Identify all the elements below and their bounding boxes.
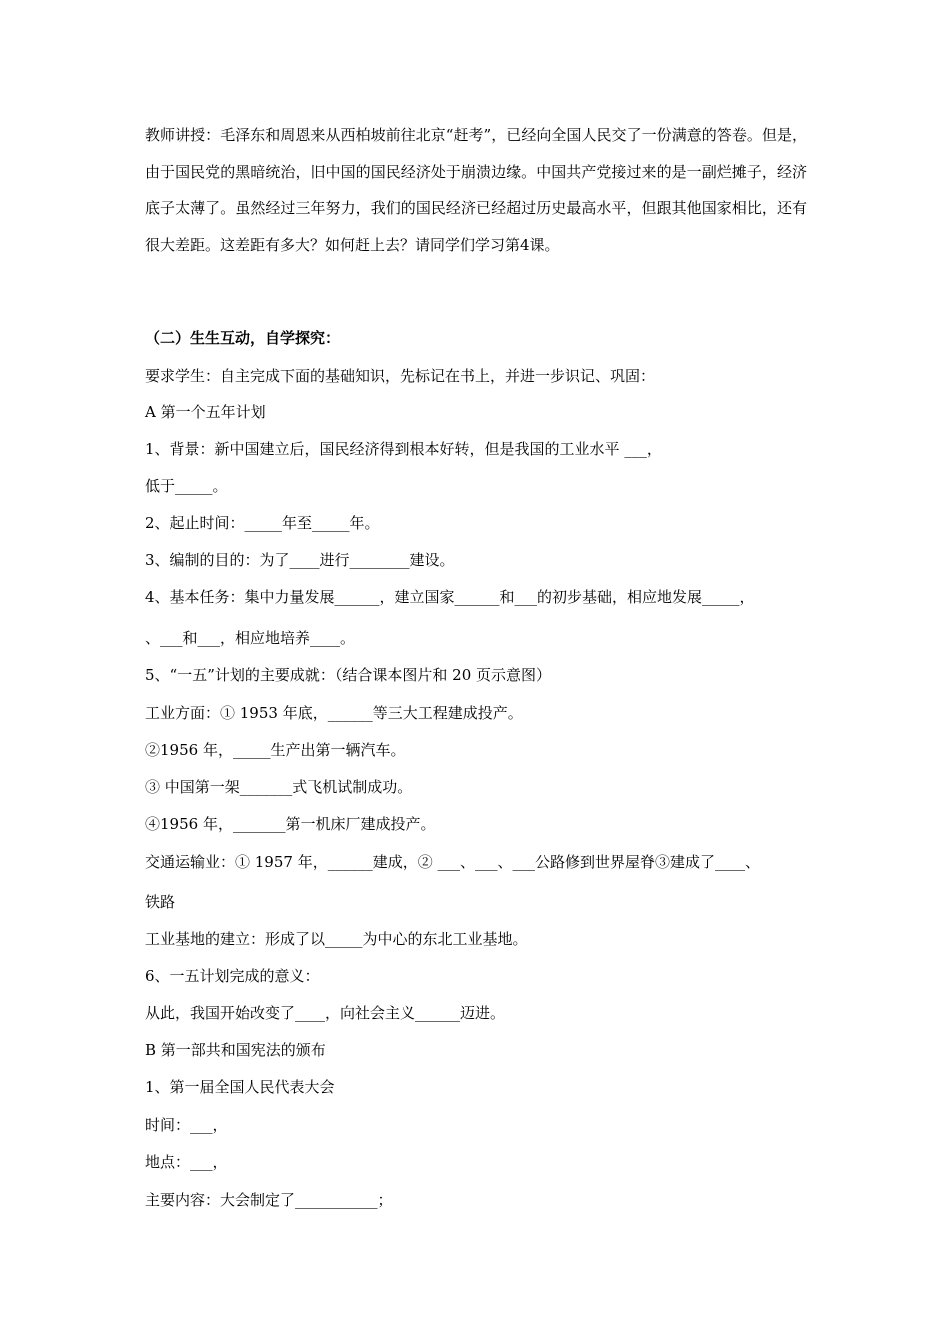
npc-time: 时间：___， <box>145 1116 228 1134</box>
instruction-text: 要求学生：自主完成下面的基础知识，先标记在书上，并进一步识记、巩固： <box>145 367 656 385</box>
industry-item-4: ④1956 年，_______第一机床厂建成投产。 <box>145 815 436 833</box>
industrial-base-question: 工业基地的建立：形成了以_____为中心的东北工业基地。 <box>145 930 528 948</box>
transport-question: 交通运输业：① 1957 年，______建成，② ___、___、___公路修到世界屋脊③建成了____、 <box>145 853 760 871</box>
significance-answer: 从此，我国开始改变了____，向社会主义______迈进。 <box>145 1004 506 1022</box>
period-question: 2、起止时间：_____年至_____年。 <box>145 514 380 532</box>
tasks-question-cont: 、___和___，相应地培养____。 <box>145 629 356 647</box>
transport-question-cont: 铁路 <box>145 893 176 911</box>
industry-item-1: 工业方面：① 1953 年底，______等三大工程建成投产。 <box>145 704 523 722</box>
purpose-question: 3、编制的目的：为了____进行________建设。 <box>145 551 455 569</box>
intro-paragraph: 教师讲授：毛泽东和周恩来从西柏坡前往北京“赶考”，已经向全国人民交了一份满意的答卷。但是，由于国民党的黑暗统治，旧中国的国民经济处于崩溃边缘。中国共产党接过来的是一副烂摊子，经济底子太薄了。虽然经过三年努力，我们的国民经济已经超过历史最高水平，但跟其他国家相比，还有很大差距。这差距有多大？如何赶上去？请同学们学习第4课。 <box>145 126 807 254</box>
background-question: 1、背景：新中国建立后，国民经济得到根本好转，但是我国的工业水平 ___， <box>145 440 662 458</box>
background-question-cont: 低于_____。 <box>145 477 228 495</box>
npc-content: 主要内容：大会制定了___________； <box>145 1191 393 1209</box>
industry-item-2: ②1956 年，_____生产出第一辆汽车。 <box>145 741 406 759</box>
achievements-heading: 5、“一五”计划的主要成就：（结合课本图片和 20 页示意图） <box>145 666 552 684</box>
part-b-title: B 第一部共和国宪法的颁布 <box>145 1041 326 1059</box>
tasks-question: 4、基本任务：集中力量发展______，建立国家______和___的初步基础，相应地发展_____， <box>145 588 755 606</box>
part-a-title: A 第一个五年计划 <box>145 403 266 421</box>
npc-heading: 1、第一届全国人民代表大会 <box>145 1078 335 1096</box>
significance-heading: 6、一五计划完成的意义： <box>145 967 320 985</box>
industry-item-3: ③ 中国第一架_______式飞机试制成功。 <box>145 778 413 796</box>
section-heading: （二）生生互动，自学探究： <box>145 329 341 347</box>
npc-place: 地点：___， <box>145 1153 228 1171</box>
